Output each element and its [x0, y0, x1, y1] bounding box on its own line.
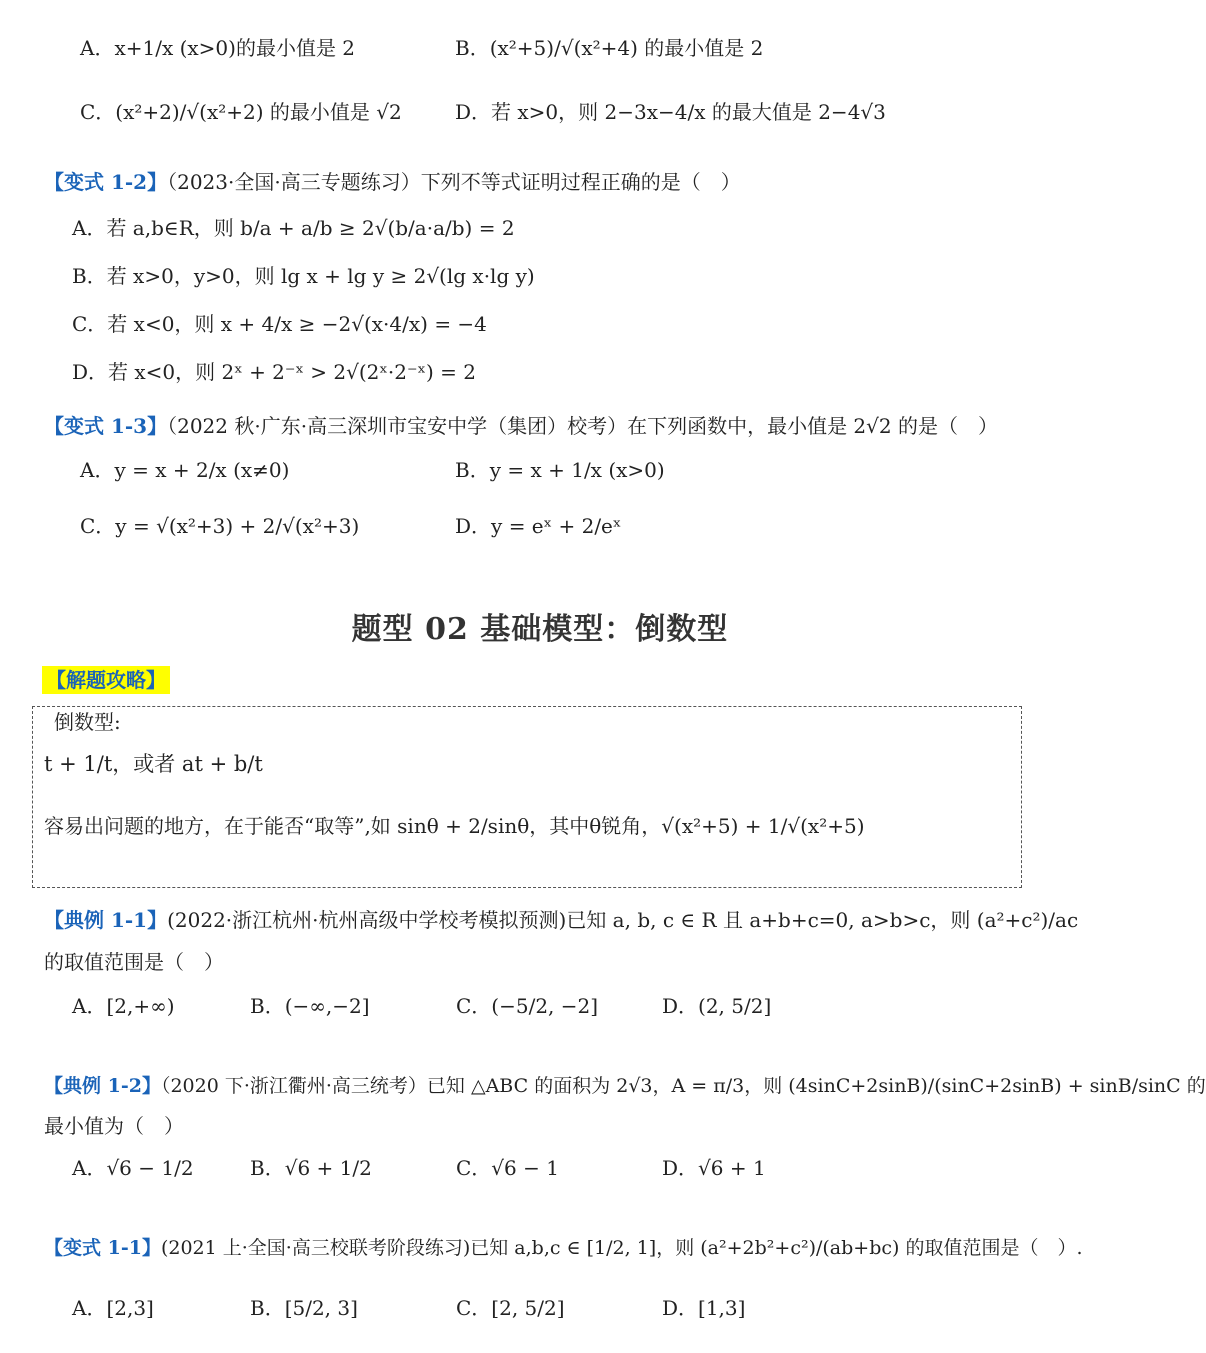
option-c: C．(x²+2)/√(x²+2) 的最小值是 √2 — [80, 100, 402, 124]
option-b: B．√6 + 1/2 — [250, 1156, 372, 1180]
option-a: A．√6 − 1/2 — [72, 1156, 194, 1180]
option-c: C．若 x<0，则 x + 4/x ≥ −2√(x·4/x) = −4 — [72, 312, 487, 336]
question-v13-stem — [44, 412, 998, 440]
option-b: B．y = x + 1/x (x>0) — [455, 458, 665, 482]
option-d: D．若 x<0，则 2ˣ + 2⁻ˣ > 2√(2ˣ·2⁻ˣ) = 2 — [72, 360, 477, 384]
strategy-box — [32, 706, 1022, 888]
question-tag: 【典例 1-1】 — [44, 908, 168, 932]
option-b: B．(x²+5)/√(x²+4) 的最小值是 2 — [455, 36, 764, 60]
question-text: (2021 上·全国·高三校联考阶段练习)已知 a,b,c ∈ [1/2, 1]，则 (a²+2b²+c²)/(ab+bc) 的取值范围是（ ）. — [160, 1237, 1083, 1259]
option-c: C．y = √(x²+3) + 2/√(x²+3) — [80, 514, 360, 538]
option-c: C．(−5/2, −2] — [456, 994, 599, 1018]
option-c: C．√6 − 1 — [456, 1156, 559, 1180]
option-a: A．[2,+∞) — [72, 994, 175, 1018]
option-a: A．若 a,b∈R，则 b/a + a/b ≥ 2√(b/a·a/b) = 2 — [72, 216, 515, 240]
question-tag: 【变式 1-2】 — [44, 170, 168, 194]
option-a: A．x+1/x (x>0)的最小值是 2 — [80, 36, 356, 60]
option-b: B．若 x>0，y>0，则 lg x + lg y ≥ 2√(lg x·lg y) — [72, 264, 535, 288]
option-d: D．(2, 5/2] — [662, 994, 772, 1018]
question-text: （2022 秋·广东·高三深圳市宝安中学（集团）校考）在下列函数中，最小值是 2√2 的是（ ） — [167, 414, 998, 438]
strategy-label-text: 【解题攻略】 — [42, 666, 170, 694]
option-d: D．若 x>0，则 2−3x−4/x 的最大值是 2−4√3 — [455, 100, 886, 124]
question-tag: 【变式 1-3】 — [44, 414, 168, 438]
option-d: D．[1,3] — [662, 1296, 746, 1320]
option-b: B．[5/2, 3] — [250, 1296, 358, 1320]
option-a: A．[2,3] — [72, 1296, 154, 1320]
box-line-2: t + 1/t，或者 at + b/t — [44, 752, 263, 776]
question-v12-stem — [44, 168, 741, 196]
box-line-1: 倒数型: — [54, 710, 121, 734]
option-a: A．y = x + 2/x (x≠0) — [80, 458, 290, 482]
section-title: 题型 02 基础模型：倒数型 — [351, 612, 729, 647]
option-d: D．y = eˣ + 2/eˣ — [455, 514, 622, 538]
question-e12-stem — [44, 1072, 1206, 1100]
option-b: B．(−∞,−2] — [250, 994, 370, 1018]
question-e12-stem-2: 最小值为（ ） — [44, 1114, 184, 1138]
option-c: C．[2, 5/2] — [456, 1296, 565, 1320]
question-text: (2022·浙江杭州·杭州高级中学校考模拟预测)已知 a, b, c ∈ R 且 a+b+c=0, a>b>c，则 (a²+c²)/ac — [167, 908, 1079, 932]
question-e11-stem-2: 的取值范围是（ ） — [44, 950, 224, 974]
question-tag: 【典例 1-2】 — [44, 1075, 161, 1097]
strategy-label — [42, 664, 170, 693]
question-tag: 【变式 1-1】 — [44, 1237, 161, 1259]
question-e11-stem — [44, 906, 1078, 934]
question-text: （2020 下·浙江衢州·高三统考）已知 △ABC 的面积为 2√3，A = π/3，则 (4sinC+2sinB)/(sinC+2sinB) + sinB/sinC 的 — [160, 1075, 1206, 1097]
question-v11-stem — [44, 1234, 1083, 1262]
option-d: D．√6 + 1 — [662, 1156, 766, 1180]
box-line-3: 容易出问题的地方，在于能否“取等”,如 sinθ + 2/sinθ，其中θ锐角，√(x²+5) + 1/√(x²+5) — [44, 814, 865, 838]
question-text: （2023·全国·高三专题练习）下列不等式证明过程正确的是（ ） — [167, 170, 741, 194]
